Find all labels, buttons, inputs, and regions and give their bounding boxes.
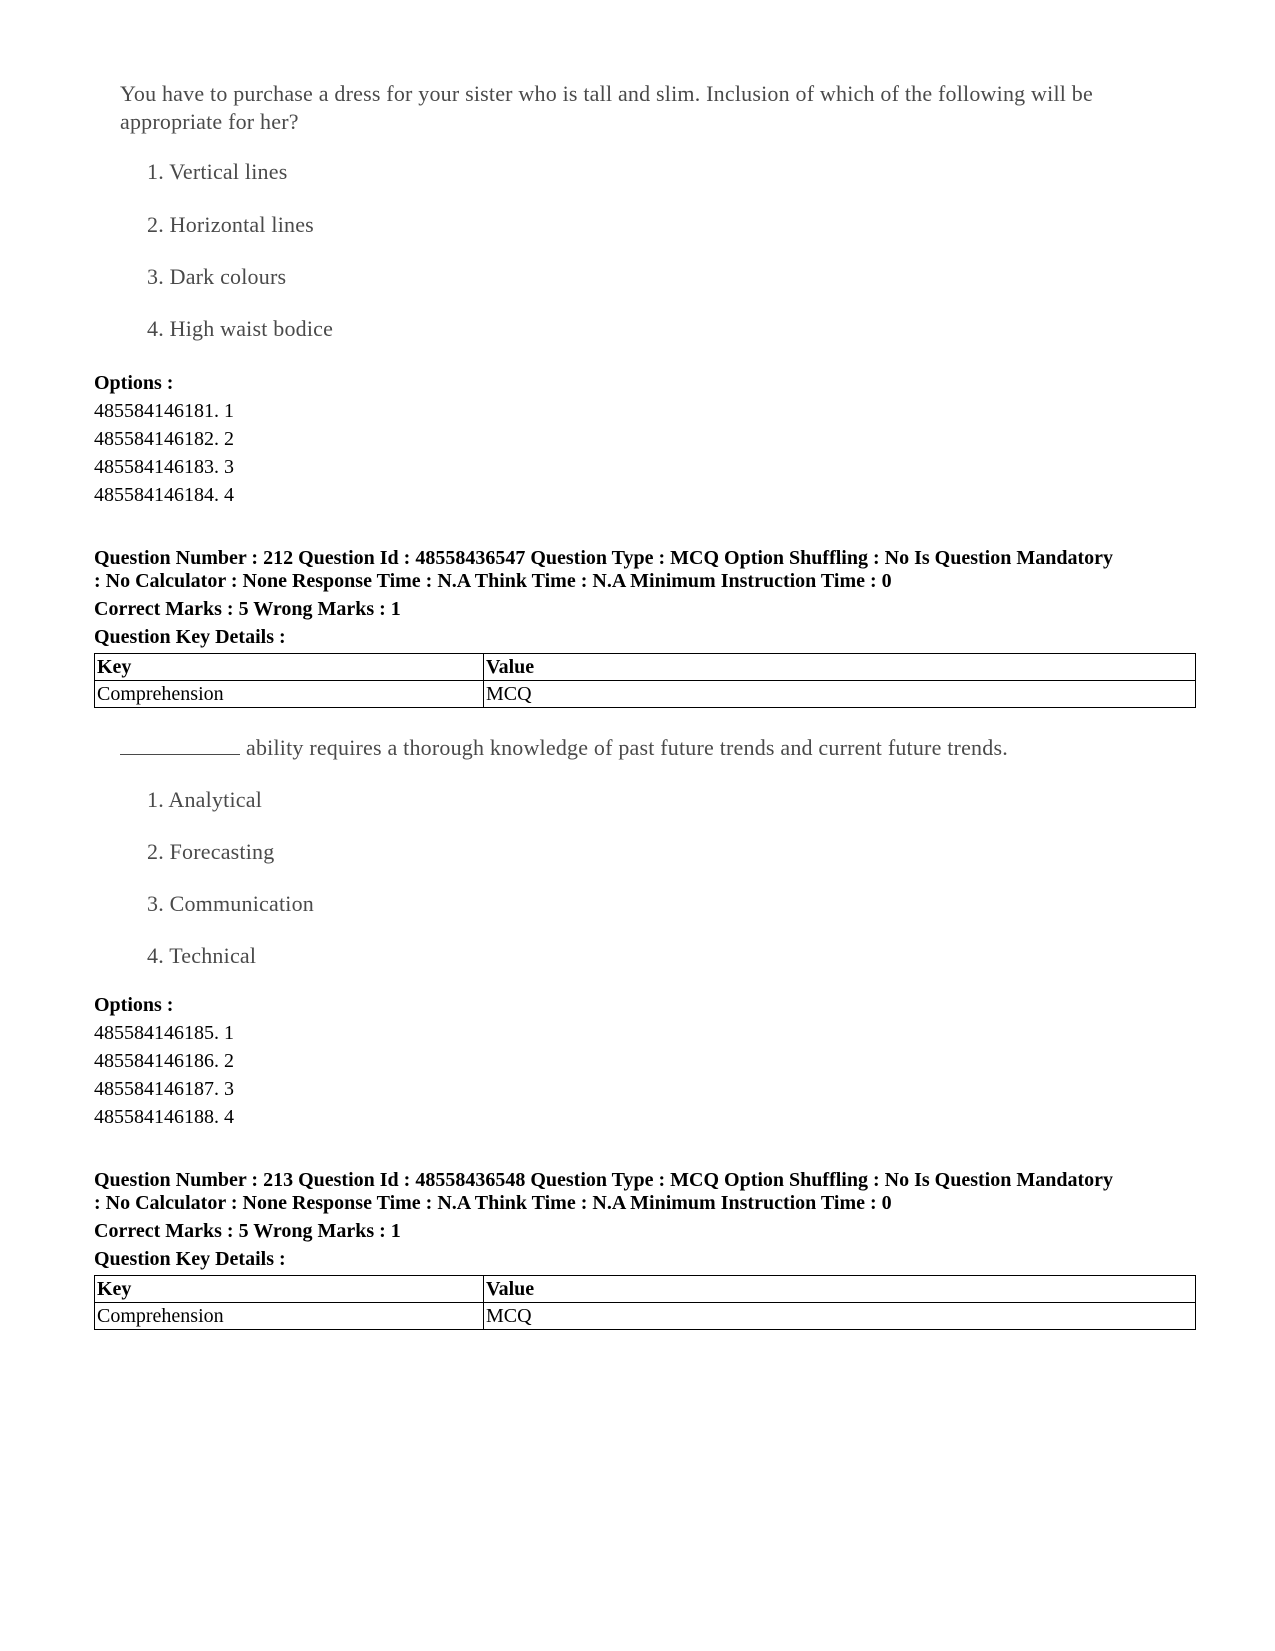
option-line: 485584146186. 2 (94, 1050, 234, 1072)
table-cell-value: MCQ (484, 681, 1196, 708)
table-header-row (95, 654, 1196, 681)
option-line: 485584146188. 4 (94, 1106, 234, 1128)
question-213-key-table (94, 1275, 1196, 1330)
question-212-stem (120, 734, 1180, 762)
table-header-key: Key (95, 1276, 484, 1303)
question-213-key-details-label: Question Key Details : (94, 1248, 286, 1270)
option-line: 485584146185. 1 (94, 1022, 234, 1044)
question-211-choice-3: 3. Dark colours (147, 264, 287, 289)
option-line: 485584146184. 4 (94, 484, 234, 506)
options-label: Options : (94, 372, 174, 394)
table-row (95, 681, 1196, 708)
table-header-row (95, 1276, 1196, 1303)
question-213-header-line-1: Question Number : 213 Question Id : 48558436548 Question Type : MCQ Option Shuffling : No Is Question Mandatory (94, 1169, 1113, 1191)
question-212-header-line-2: : No Calculator : None Response Time : N.A Think Time : N.A Minimum Instruction Time : 0 (94, 570, 892, 592)
question-212-choice-3: 3. Communication (147, 891, 314, 916)
table-cell-key: Comprehension (95, 681, 484, 708)
answer-blank (120, 736, 240, 755)
table-header-key: Key (95, 654, 484, 681)
question-213-header-line-2: : No Calculator : None Response Time : N.A Think Time : N.A Minimum Instruction Time : 0 (94, 1192, 892, 1214)
question-212-header-line-1: Question Number : 212 Question Id : 48558436547 Question Type : MCQ Option Shuffling : No Is Question Mandatory (94, 547, 1113, 569)
options-label: Options : (94, 994, 174, 1016)
table-header-value: Value (484, 1276, 1196, 1303)
question-212-key-details-label: Question Key Details : (94, 626, 286, 648)
option-line: 485584146187. 3 (94, 1078, 234, 1100)
question-212-key-table (94, 653, 1196, 708)
question-211-choice-1: 1. Vertical lines (147, 159, 288, 184)
question-211-choice-2: 2. Horizontal lines (147, 212, 314, 237)
table-row (95, 1303, 1196, 1330)
question-212-choice-2: 2. Forecasting (147, 839, 275, 864)
option-line: 485584146182. 2 (94, 428, 234, 450)
question-212-choice-1: 1. Analytical (147, 787, 263, 812)
question-211-stem: You have to purchase a dress for your sister who is tall and slim. Inclusion of which of the following will be appropriate for her? (120, 81, 1093, 134)
option-line: 485584146183. 3 (94, 456, 234, 478)
option-line: 485584146181. 1 (94, 400, 234, 422)
question-212-marks: Correct Marks : 5 Wrong Marks : 1 (94, 598, 401, 620)
question-211-choice-4: 4. High waist bodice (147, 316, 334, 341)
table-cell-value: MCQ (484, 1303, 1196, 1330)
question-213-marks: Correct Marks : 5 Wrong Marks : 1 (94, 1220, 401, 1242)
question-212-choice-4: 4. Technical (147, 943, 257, 968)
question-212-stem-text: ability requires a thorough knowledge of past future trends and current future trends. (246, 735, 1008, 760)
table-cell-key: Comprehension (95, 1303, 484, 1330)
table-header-value: Value (484, 654, 1196, 681)
